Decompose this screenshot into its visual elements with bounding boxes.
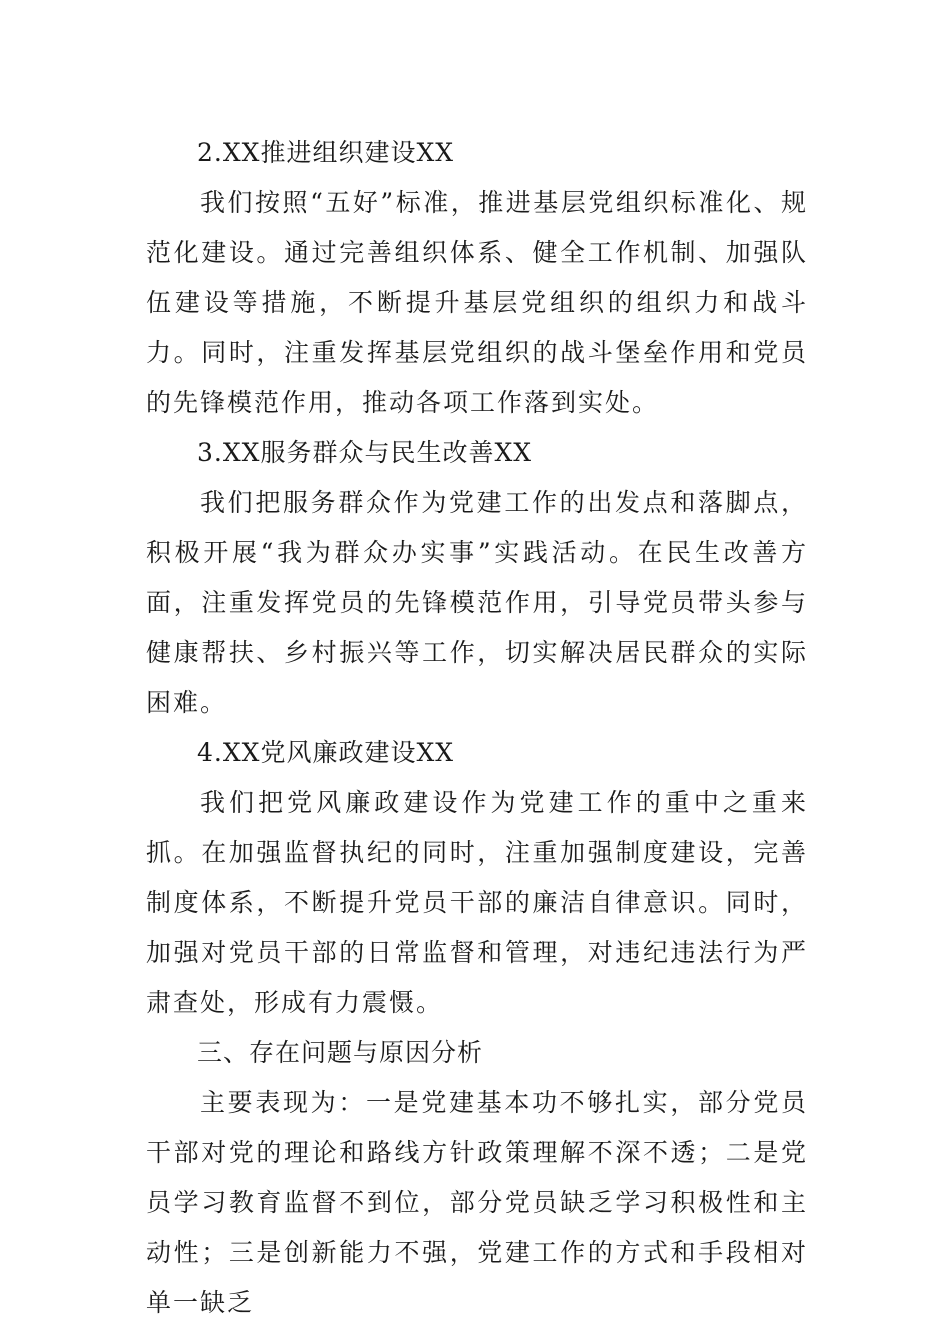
document-body — [146, 128, 808, 1328]
paragraph-clean-governance: 我们把党风廉政建设作为党建工作的重中之重来抓。在加强监督执纪的同时，注重加强制度建设，完善制度体系，不断提升党员干部的廉洁自律意识。同时，加强对党员干部的日常监督和管理，对违纪违法行为严肃查处，形成有力震慑。 — [146, 788, 808, 1017]
section-heading-3: 3.XX服务群众与民生改善XX — [197, 438, 533, 467]
paragraph-serving-masses: 我们把服务群众作为党建工作的出发点和落脚点，积极开展“我为群众办实事”实践活动。在民生改善方面，注重发挥党员的先锋模范作用，引导党员带头参与健康帮扶、乡村振兴等工作，切实解决居民群众的实际困难。 — [146, 488, 808, 717]
paragraph-organization-building: 我们按照“五好”标准，推进基层党组织标准化、规范化建设。通过完善组织体系、健全工作机制、加强队伍建设等措施，不断提升基层党组织的组织力和战斗力。同时，注重发挥基层党组织的战斗堡垒作用和党员的先锋模范作用，推动各项工作落到实处。 — [146, 188, 808, 417]
paragraph-problems: 主要表现为：一是党建基本功不够扎实，部分党员干部对党的理论和路线方针政策理解不深不透；二是党员学习教育监督不到位，部分党员缺乏学习积极性和主动性；三是创新能力不强，党建工作的方式和手段相对单一缺乏 — [146, 1088, 808, 1317]
section-heading-4: 4.XX党风廉政建设XX — [197, 738, 455, 767]
section-heading-2: 2.XX推进组织建设XX — [197, 138, 455, 167]
section-heading-problems: 三、存在问题与原因分析 — [197, 1038, 484, 1067]
